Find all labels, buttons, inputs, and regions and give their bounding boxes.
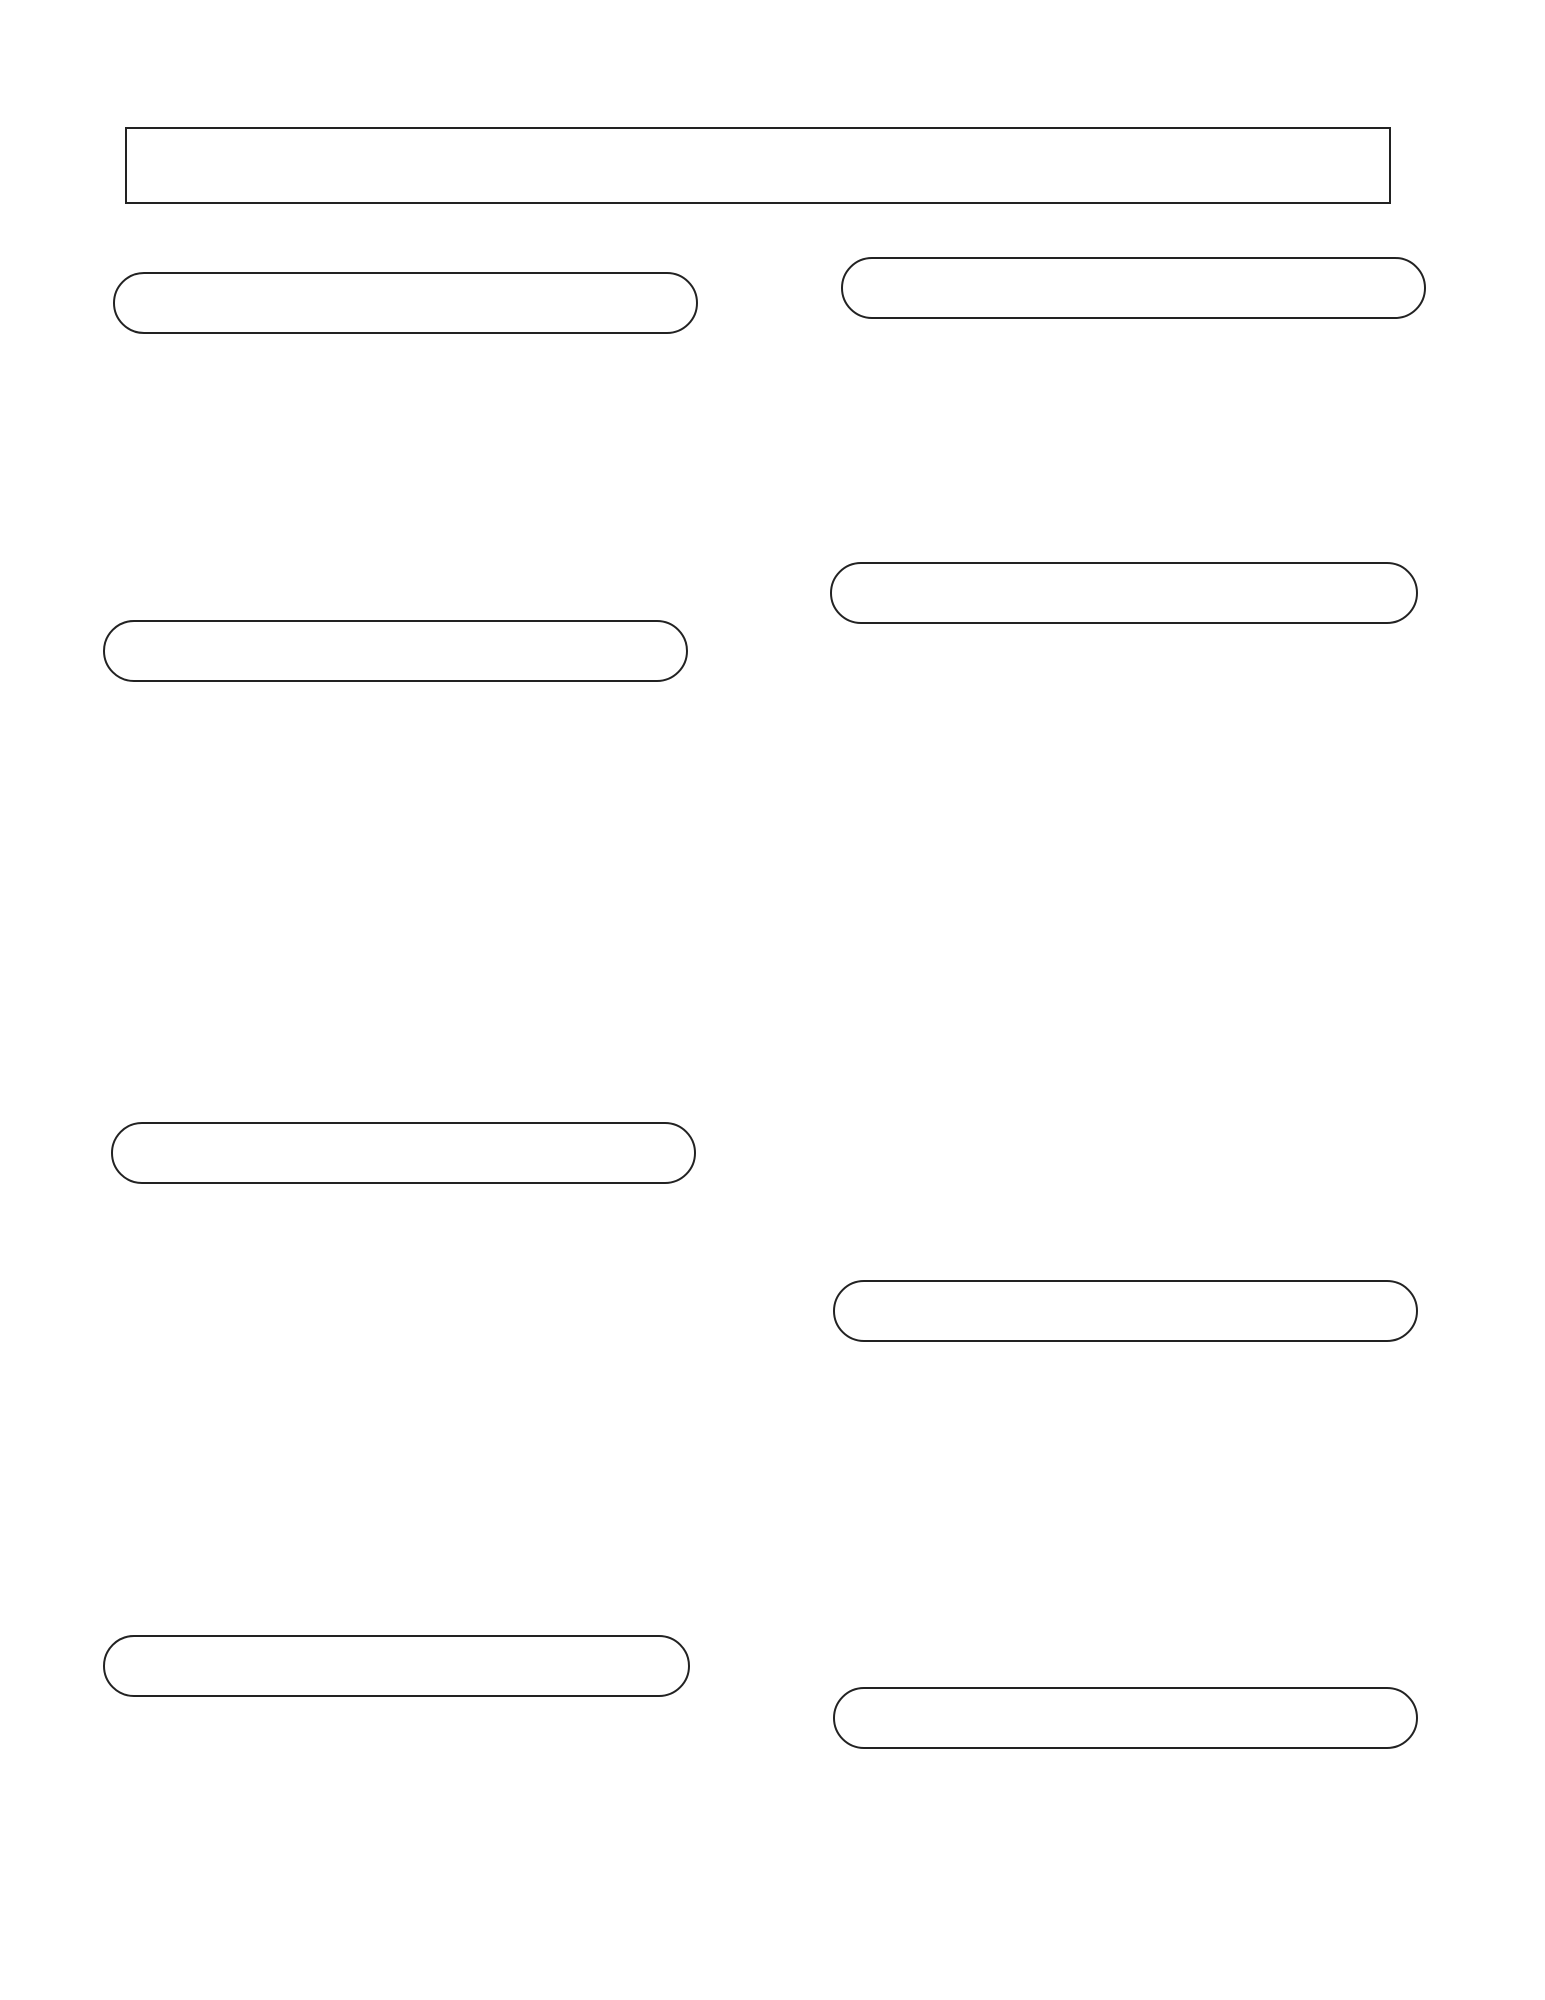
- section-soup: [841, 257, 1426, 319]
- section-sweet-sour: [103, 1635, 690, 1697]
- section-heading-pill: [833, 1280, 1418, 1342]
- section-heading-pill: [830, 562, 1418, 624]
- section-chef-special: [830, 562, 1418, 624]
- section-chow-mein: [103, 620, 688, 682]
- section-heading-pill: [111, 1122, 696, 1184]
- section-heading-pill: [833, 1687, 1418, 1749]
- section-appetizers: [113, 272, 698, 334]
- section-heading-pill: [103, 1635, 690, 1697]
- section-fried-rice: [111, 1122, 696, 1184]
- section-heading-pill: [841, 257, 1426, 319]
- section-chop-suey: [833, 1280, 1418, 1342]
- section-heading-pill: [103, 620, 688, 682]
- menu-title-box: [125, 127, 1391, 204]
- section-egg-foo-young: [833, 1687, 1418, 1749]
- section-heading-pill: [113, 272, 698, 334]
